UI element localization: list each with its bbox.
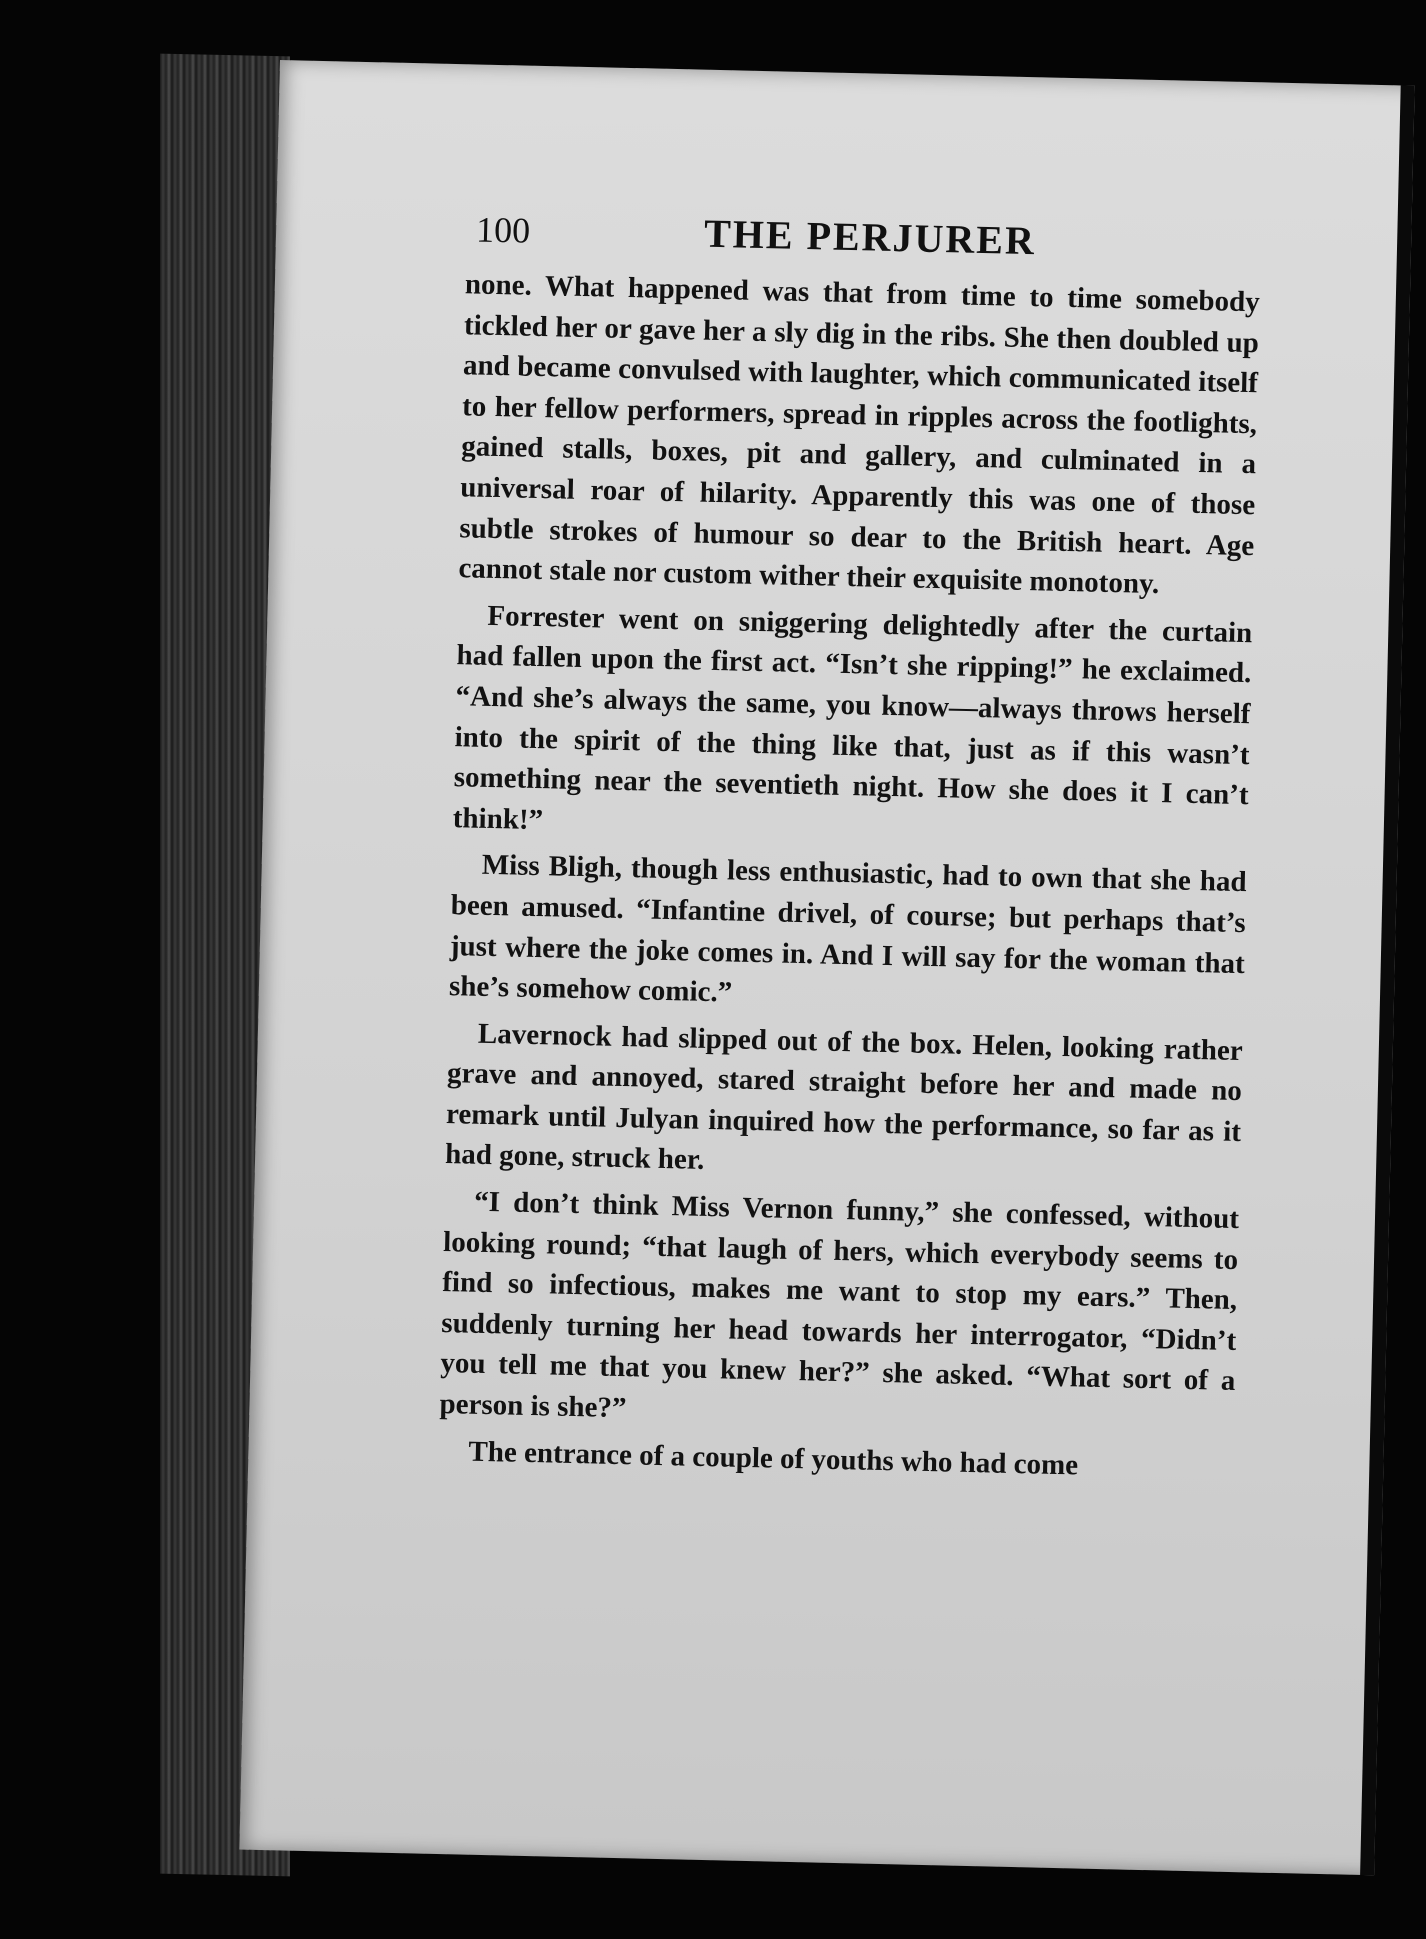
- paragraph: none. What happened was that from time to time somebody tickled her or gave her a sly dig in the ribs. She then doubled up and became convulsed with laughter, which communicated itself to her fellow performers, spread in ripples across the footlights, gained stalls, boxes, pit and gallery, and culminated in a universal roar of hilarity. Apparently this was one of those subtle strokes of humour so dear to the British heart. Age cannot stale nor custom wither their exquisite monotony.: [458, 268, 1261, 601]
- paragraph: Forrester went on sniggering delightedly after the curtain had fallen upon the first act. “Isn’t she ripping!” he exclaimed. “And she’s always the same, you know—always throws herself into the spirit of the thing like that, just as if this wasn’t something near the seventieth night. How she does it I can’t think!”: [452, 599, 1253, 836]
- running-title: THE PERJURER: [703, 210, 1037, 264]
- page-number: 100: [475, 209, 531, 251]
- page-edge-shadow: [1360, 85, 1415, 1875]
- paragraph: The entrance of a couple of youths who had come: [468, 1435, 1079, 1482]
- book-page: [239, 60, 1414, 1875]
- page-body-text: [438, 264, 1260, 1495]
- paragraph: Lavernock had slipped out of the box. Helen, looking rather grave and annoyed, stared straight before her and made no remark until Julyan inquired how the performance, so far as it had gone, struck her.: [444, 1017, 1244, 1177]
- paragraph: “I don’t think Miss Vernon funny,” she confessed, without looking round; “that laugh of hers, which everybody seems to find so infectious, makes me want to stop my ears.” Then, suddenly turning her head towards her interrogator, “Didn’t you tell me that you knew her?” she asked. “What sort of a person is she?”: [439, 1185, 1240, 1425]
- paragraph: Miss Bligh, though less enthusiastic, had to own that she had been amused. “Infantine drivel, of course; but perhaps that’s just where the joke comes in. And I will say for the woman that she’s somehow comic.”: [448, 849, 1247, 1009]
